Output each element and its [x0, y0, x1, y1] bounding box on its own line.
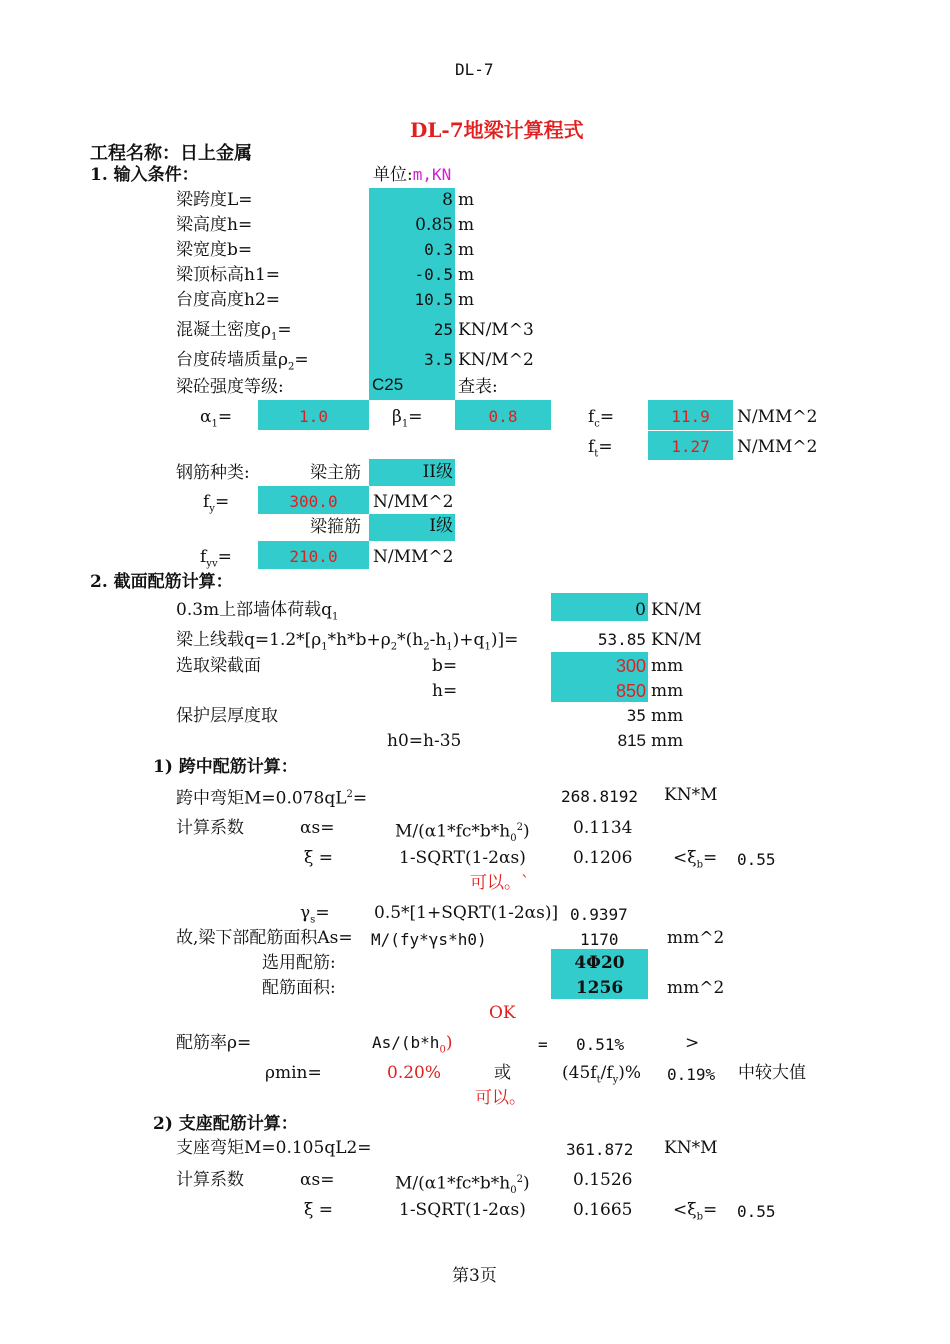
h-label: h=: [432, 681, 458, 701]
h0-unit: mm: [651, 731, 684, 751]
height-label: 梁高度h=: [176, 215, 253, 235]
b-label: b=: [432, 656, 458, 676]
midspan-xib-value: 0.55: [737, 850, 776, 869]
support-heading: 2) 支座配筋计算：: [153, 1114, 298, 1134]
rho-equals: =: [538, 1035, 548, 1054]
cover-label: 保护层厚度取: [176, 706, 278, 726]
fy-value[interactable]: 300.0: [289, 492, 338, 511]
height-unit: m: [458, 215, 475, 235]
support-coef-label: 计算系数: [176, 1170, 244, 1190]
rho-min-value: 0.20%: [387, 1063, 442, 1083]
concrete-grade-input[interactable]: C25: [372, 375, 404, 394]
support-xi-formula: 1-SQRT(1-2αs): [399, 1200, 526, 1220]
main-rebar-label: 梁主筋: [310, 463, 361, 483]
page-header-label: DL-7: [455, 60, 494, 79]
page-title: DL-7地梁计算程式: [410, 118, 584, 142]
wall-mass-input[interactable]: 3.5: [424, 350, 453, 369]
rebar-type-label: 钢筋种类:: [176, 463, 250, 483]
cover-unit: mm: [651, 706, 684, 726]
support-xi-value: 0.1665: [573, 1200, 633, 1220]
b-unit: mm: [651, 656, 684, 676]
height-input[interactable]: 0.85: [415, 215, 453, 235]
support-moment-value: 361.872: [566, 1140, 634, 1159]
platform-height-label: 台度高度h2=: [176, 290, 281, 310]
fyv-unit: N/MM^2: [373, 547, 454, 567]
support-as-formula: $M/(\alpha 1*fc*b*h_0^2)$: [395, 1173, 530, 1197]
alpha1-value[interactable]: 1.0: [299, 407, 328, 426]
unit-label: 单位:m,KN: [373, 165, 452, 185]
top-elev-input[interactable]: -0.5: [414, 265, 453, 284]
midspan-check-3: 可以。: [475, 1088, 526, 1108]
midspan-moment-value: 268.8192: [561, 787, 639, 806]
rebar-select-value[interactable]: 4Φ20: [574, 953, 625, 973]
q1-value[interactable]: 0: [635, 600, 646, 620]
stirrup-label: 梁箍筋: [310, 517, 361, 537]
rho-min-label: ρmin=: [265, 1063, 322, 1083]
concrete-density-input[interactable]: 25: [433, 320, 453, 339]
top-elev-label: 梁顶标高h1=: [176, 265, 281, 285]
span-label: 梁跨度L=: [176, 190, 253, 210]
wall-mass-unit: KN/M^2: [458, 350, 534, 370]
b-value[interactable]: 300: [615, 656, 646, 676]
main-rebar-grade[interactable]: II级: [422, 462, 453, 482]
section1-heading: 1. 输入条件：: [90, 165, 199, 185]
concrete-density-label: 混凝土密度$\rho_1=$: [176, 320, 292, 343]
h0-value: 815: [617, 731, 646, 750]
q-label: 梁上线载$q=1.2*[\rho_1*h*b+\rho_2*(h_2-h_1)+q_1)]=$: [176, 630, 519, 653]
width-label: 梁宽度b=: [176, 240, 253, 260]
h-value[interactable]: 850: [615, 681, 646, 701]
steel-area-value: 1170: [580, 930, 619, 949]
width-input[interactable]: 0.3: [424, 240, 453, 259]
fy-label: $f_y=$: [203, 492, 230, 515]
section-select-label: 选取梁截面: [176, 656, 261, 676]
steel-area-formula: M/(fy*γs*h0): [371, 930, 487, 949]
lookup-label: 查表:: [458, 377, 498, 397]
concrete-density-unit: KN/M^3: [458, 320, 534, 340]
stirrup-grade[interactable]: I级: [429, 516, 453, 536]
rho-label: 配筋率ρ=: [176, 1033, 252, 1053]
fc-label: $f_c=$: [588, 407, 615, 430]
midspan-as-value: 0.1134: [573, 818, 633, 838]
support-xib-value: 0.55: [737, 1202, 776, 1221]
h-unit: mm: [651, 681, 684, 701]
rho-formula: $As/(b*h_0)$: [372, 1033, 453, 1056]
page-number: 第3页: [452, 1266, 497, 1286]
q-value: 53.85: [597, 630, 646, 649]
steel-area-unit: mm^2: [667, 928, 725, 948]
rho-min-value-2: 0.19%: [667, 1065, 716, 1084]
beta1-value[interactable]: 0.8: [488, 407, 518, 426]
top-elev-unit: m: [458, 265, 475, 285]
ft-label: $f_t=$: [588, 437, 613, 460]
larger-value-label: 中较大值: [738, 1063, 806, 1083]
cover-value: 35: [626, 706, 646, 725]
ft-value[interactable]: 1.27: [671, 437, 710, 456]
midspan-check-1: 可以。`: [470, 873, 530, 893]
fy-unit: N/MM^2: [373, 492, 454, 512]
steel-area-label: 故,梁下部配筋面积As=: [176, 928, 353, 948]
q1-unit: KN/M: [651, 600, 702, 620]
midspan-coef-label: 计算系数: [176, 818, 244, 838]
support-xi-label: ξ =: [304, 1200, 334, 1220]
fc-value[interactable]: 11.9: [671, 407, 710, 426]
span-unit: m: [458, 190, 475, 210]
rebar-select-label: 选用配筋:: [262, 953, 336, 973]
wall-mass-label: 台度砖墙质量$\rho_2=$: [176, 350, 309, 373]
fc-unit: N/MM^2: [737, 407, 818, 427]
midspan-moment-unit: KN*M: [664, 785, 718, 805]
h0-label: h0=h-35: [387, 731, 462, 751]
support-moment-label: 支座弯矩M=0.105qL2=: [176, 1138, 372, 1158]
project-name: 工程名称：日上金属: [90, 143, 252, 164]
platform-height-unit: m: [458, 290, 475, 310]
rebar-area-label: 配筋面积:: [262, 978, 336, 998]
midspan-heading: 1) 跨中配筋计算：: [153, 757, 298, 777]
gamma-s-value: 0.9397: [570, 905, 628, 924]
midspan-check-2: OK: [489, 1003, 516, 1023]
support-as-label: αs=: [300, 1170, 335, 1190]
support-xib-label: $<\xi_b=$: [673, 1200, 718, 1223]
midspan-xi-label: ξ =: [304, 848, 334, 868]
platform-height-input[interactable]: 10.5: [414, 290, 453, 309]
midspan-as-formula: $M/(\alpha 1*fc*b*h_0^2)$: [395, 821, 530, 845]
span-input[interactable]: 8: [442, 190, 453, 210]
gamma-s-formula: 0.5*[1+SQRT(1-2αs)]: [374, 903, 559, 923]
fyv-label: $f_{yv}=$: [200, 547, 232, 570]
or-label: 或: [494, 1063, 511, 1083]
width-unit: m: [458, 240, 475, 260]
q1-label: 0.3m上部墙体荷载$q_1$: [176, 600, 339, 623]
rho-greater: >: [685, 1033, 700, 1053]
concrete-grade-label: 梁砼强度等级:: [176, 377, 284, 397]
midspan-moment-label: 跨中弯矩$M=0.078qL^2=$: [176, 788, 368, 809]
rebar-area-value: 1256: [575, 978, 624, 998]
ft-unit: N/MM^2: [737, 437, 818, 457]
midspan-as-label: αs=: [300, 818, 335, 838]
q-unit: KN/M: [651, 630, 702, 650]
rebar-area-unit: mm^2: [667, 978, 725, 998]
fyv-value[interactable]: 210.0: [289, 547, 338, 566]
beta1-label: $\beta_1=$: [392, 407, 423, 430]
rho-value: 0.51%: [576, 1035, 625, 1054]
support-as-value: 0.1526: [573, 1170, 633, 1190]
support-moment-unit: KN*M: [664, 1138, 718, 1158]
midspan-xi-formula: 1-SQRT(1-2αs): [399, 848, 526, 868]
rho-min-formula: $(45f_t/f_y)\%$: [562, 1063, 642, 1086]
gamma-s-label: $\gamma_s=$: [300, 903, 330, 926]
alpha1-label: $\alpha_1=$: [200, 407, 233, 430]
midspan-xi-value: 0.1206: [573, 848, 633, 868]
midspan-xib-label: $<\xi_b=$: [673, 848, 718, 871]
section2-heading: 2. 截面配筋计算：: [90, 572, 233, 592]
